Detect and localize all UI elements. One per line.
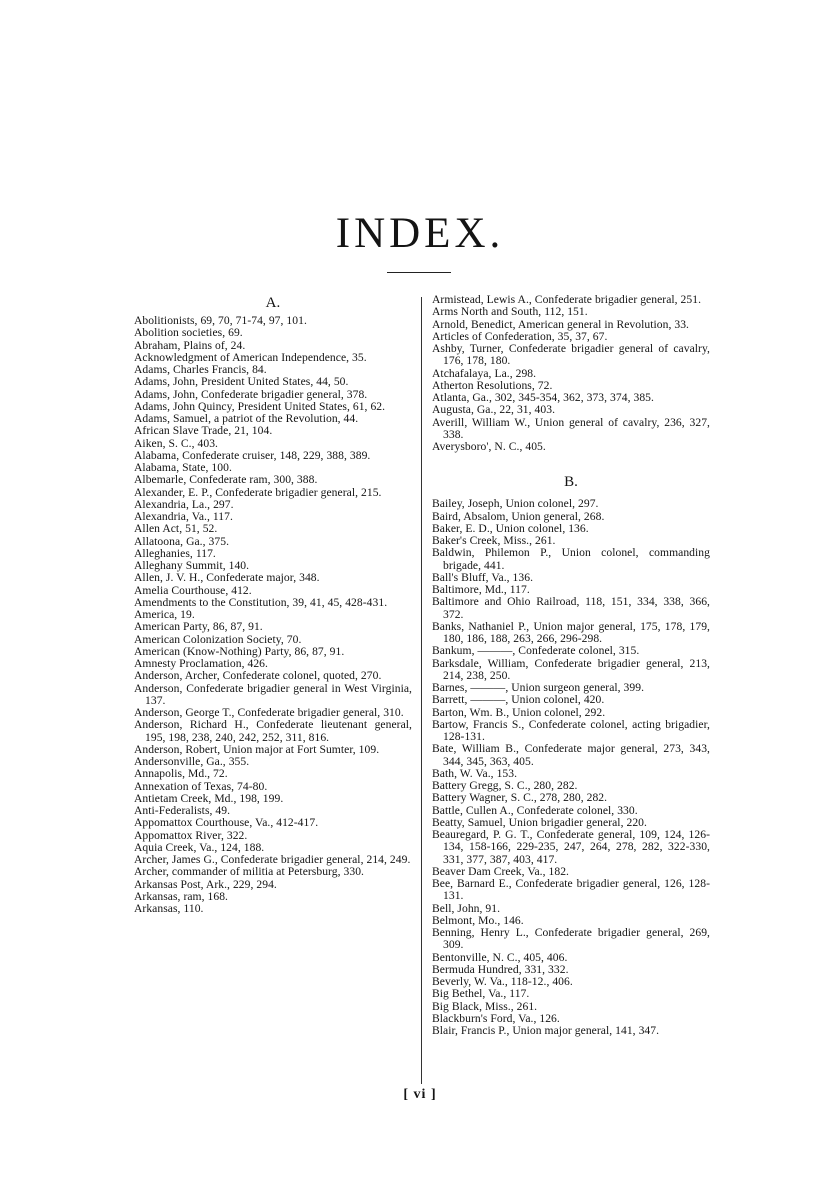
index-entry: Andersonville, Ga., 355.	[134, 755, 250, 768]
page-number: [ vi ]	[403, 1087, 437, 1102]
index-entry: Bee, Barnard E., Confederate brigadier general, 126, 128-131.	[432, 877, 710, 903]
index-entry: Adams, Charles Francis, 84.	[134, 363, 267, 376]
index-entry: Albemarle, Confederate ram, 300, 388.	[134, 473, 318, 487]
index-entry: Adams, Samuel, a patriot of the Revolution, 44.	[134, 412, 359, 425]
index-entry: Anderson, Robert, Union major at Fort Sumter, 109.	[134, 742, 380, 756]
index-entry: Acknowledgment of American Independence, 35.	[134, 350, 367, 364]
index-entry: Baird, Absalom, Union general, 268.	[432, 509, 605, 523]
index-entry: Baldwin, Philemon P., Union colonel, commanding brigade, 441.	[432, 546, 710, 572]
index-entry: Arnold, Benedict, American general in Revolution, 33.	[432, 317, 690, 331]
index-entry: Archer, commander of militia at Petersburg, 330.	[134, 865, 364, 879]
index-entry: Atherton Resolutions, 72.	[432, 378, 553, 392]
index-entry: Barton, Wm. B., Union colonel, 292.	[432, 705, 606, 719]
index-entry: America, 19.	[134, 608, 195, 621]
index-entry: Belmont, Mo., 146.	[432, 913, 524, 927]
index-entry: Alabama, Confederate cruiser, 148, 229, 388, 389.	[134, 448, 371, 462]
index-column-right	[432, 294, 710, 1037]
index-entry: Beauregard, P. G. T., Confederate general, 109, 124, 126-134, 158-166, 229-235, 247, 264, 278, 282, 322-330, 331, 377, 387, 403, 417.	[432, 828, 710, 866]
index-entry: Baker's Creek, Miss., 261.	[432, 534, 556, 547]
index-entry: Benning, Henry L., Confederate brigadier general, 269, 309.	[432, 926, 710, 952]
index-entry: Alexandria, Va., 117.	[134, 510, 233, 523]
index-column-left	[134, 294, 412, 915]
index-entry: Alabama, State, 100.	[134, 461, 232, 474]
index-entry: Adams, John Quincy, President United States, 61, 62.	[134, 399, 386, 413]
index-entry: Bath, W. Va., 153.	[432, 766, 518, 780]
index-entry: Baker, E. D., Union colonel, 136.	[432, 521, 589, 535]
index-entry: Abolition societies, 69.	[134, 326, 243, 340]
index-entry: Abraham, Plains of, 24.	[134, 338, 246, 352]
index-entry: Bermuda Hundred, 331, 332.	[432, 962, 569, 976]
index-entry: Battery Wagner, S. C., 278, 280, 282.	[432, 791, 608, 805]
index-entry: Barnes, ———, Union surgeon general, 399.	[432, 681, 645, 694]
index-entry: Ball's Bluff, Va., 136.	[432, 570, 534, 584]
index-entry: Big Black, Miss., 261.	[432, 999, 538, 1013]
index-entry-list-b	[432, 498, 710, 1037]
index-entry: Appomattox River, 322.	[134, 828, 248, 842]
index-entry: Allen Act, 51, 52.	[134, 522, 218, 536]
index-entry: Bell, John, 91.	[432, 901, 501, 915]
index-entry: Barrett, ———, Union colonel, 420.	[432, 693, 605, 707]
index-entry: Amelia Courthouse, 412.	[134, 583, 252, 597]
index-entry: Bentonville, N. C., 405, 406.	[432, 950, 568, 964]
index-entry: Beaver Dam Creek, Va., 182.	[432, 864, 569, 878]
index-entry: Baltimore, Md., 117.	[432, 583, 530, 596]
index-entry: Anti-Federalists, 49.	[134, 804, 231, 817]
index-entry: Abolitionists, 69, 70, 71-74, 97, 101.	[134, 314, 307, 327]
column-divider	[421, 297, 422, 1084]
index-entry: Aiken, S. C., 403.	[134, 436, 218, 450]
index-entry: Arkansas, ram, 168.	[134, 889, 228, 903]
index-entry: Battery Gregg, S. C., 280, 282.	[432, 779, 578, 792]
index-entry: African Slave Trade, 21, 104.	[134, 424, 273, 438]
section-letter-a: A.	[265, 295, 281, 311]
index-entry: Anderson, George T., Confederate brigadier general, 310.	[134, 706, 404, 719]
index-entry: Armistead, Lewis A., Confederate brigadier general, 251.	[432, 293, 702, 306]
index-entry: Banks, Nathaniel P., Union major general, 175, 178, 179, 180, 186, 188, 263, 266, 296-298.	[432, 619, 710, 645]
index-entry: Arkansas, 110.	[134, 902, 204, 915]
index-entry: American (Know-Nothing) Party, 86, 87, 91.	[134, 644, 345, 658]
index-entry: Ashby, Turner, Confederate brigadier general of cavalry, 176, 178, 180.	[432, 342, 710, 368]
index-entry: Atlanta, Ga., 302, 345-354, 362, 373, 374, 385.	[432, 391, 654, 404]
index-entry: Blair, Francis P., Union major general, 141, 347.	[432, 1024, 660, 1037]
index-entry: Adams, John, Confederate brigadier general, 378.	[134, 387, 368, 401]
title-rule	[387, 272, 451, 273]
index-entry: Alleghanies, 117.	[134, 546, 216, 560]
index-entry: Averill, William W., Union general of cavalry, 236, 327, 338.	[432, 415, 710, 441]
index-entry: Alleghany Summit, 140.	[134, 559, 250, 572]
index-entry: Annexation of Texas, 74-80.	[134, 779, 268, 793]
index-entry: Battle, Cullen A., Confederate colonel, 330.	[432, 803, 638, 817]
index-entry: Big Bethel, Va., 117.	[432, 987, 530, 1001]
index-entry: Arkansas Post, Ark., 229, 294.	[134, 877, 277, 891]
index-entry: American Party, 86, 87, 91.	[134, 620, 263, 634]
index-entry: Averysboro', N. C., 405.	[432, 440, 546, 453]
index-entry: Baltimore and Ohio Railroad, 118, 151, 334, 338, 366, 372.	[432, 595, 710, 621]
index-entry: American Colonization Society, 70.	[134, 632, 302, 646]
index-entry: Barksdale, William, Confederate brigadier general, 213, 214, 238, 250.	[432, 656, 710, 682]
index-entry: Augusta, Ga., 22, 31, 403.	[432, 403, 556, 417]
index-entry: Annapolis, Md., 72.	[134, 767, 228, 781]
index-entry: Beverly, W. Va., 118-12., 406.	[432, 975, 573, 988]
index-entry: Bate, William B., Confederate major general, 273, 343, 344, 345, 363, 405.	[432, 742, 710, 768]
index-entry: Beatty, Samuel, Union brigadier general, 220.	[432, 815, 647, 829]
index-entry: Anderson, Confederate brigadier general in West Virginia, 137.	[134, 681, 412, 707]
index-entry: Bailey, Joseph, Union colonel, 297.	[432, 497, 599, 511]
index-entry: Atchafalaya, La., 298.	[432, 366, 537, 380]
index-entry: Allen, J. V. H., Confederate major, 348.	[134, 571, 320, 585]
section-letter-b: B.	[564, 474, 578, 491]
page-title: INDEX.	[335, 210, 505, 257]
index-entry: Antietam Creek, Md., 198, 199.	[134, 791, 284, 805]
index-entry: Articles of Confederation, 35, 37, 67.	[432, 329, 608, 343]
index-entry: Adams, John, President United States, 44, 50.	[134, 375, 349, 389]
index-entry: Bankum, ———, Confederate colonel, 315.	[432, 644, 640, 658]
index-entry: Bartow, Francis S., Confederate colonel, acting brigadier, 128-131.	[432, 717, 710, 743]
index-entry: Anderson, Richard H., Confederate lieutenant general, 195, 198, 238, 240, 242, 252, 311, 816.	[134, 718, 412, 744]
index-entry-list-a-continued	[432, 294, 710, 453]
index-entry: Alexander, E. P., Confederate brigadier general, 215.	[134, 485, 382, 499]
index-entry: Appomattox Courthouse, Va., 412-417.	[134, 816, 319, 830]
index-entry: Aquia Creek, Va., 124, 188.	[134, 840, 265, 854]
index-entry: Alexandria, La., 297.	[134, 497, 234, 511]
index-entry: Blackburn's Ford, Va., 126.	[432, 1011, 560, 1025]
index-entry: Anderson, Archer, Confederate colonel, quoted, 270.	[134, 669, 382, 683]
index-entry: Allatoona, Ga., 375.	[134, 534, 230, 548]
index-entry: Arms North and South, 112, 151.	[432, 305, 588, 319]
index-entry: Amendments to the Constitution, 39, 41, 45, 428-431.	[134, 595, 388, 609]
index-entry-list-a	[134, 315, 412, 915]
index-entry: Amnesty Proclamation, 426.	[134, 657, 268, 670]
index-entry: Archer, James G., Confederate brigadier general, 214, 249.	[134, 853, 411, 866]
